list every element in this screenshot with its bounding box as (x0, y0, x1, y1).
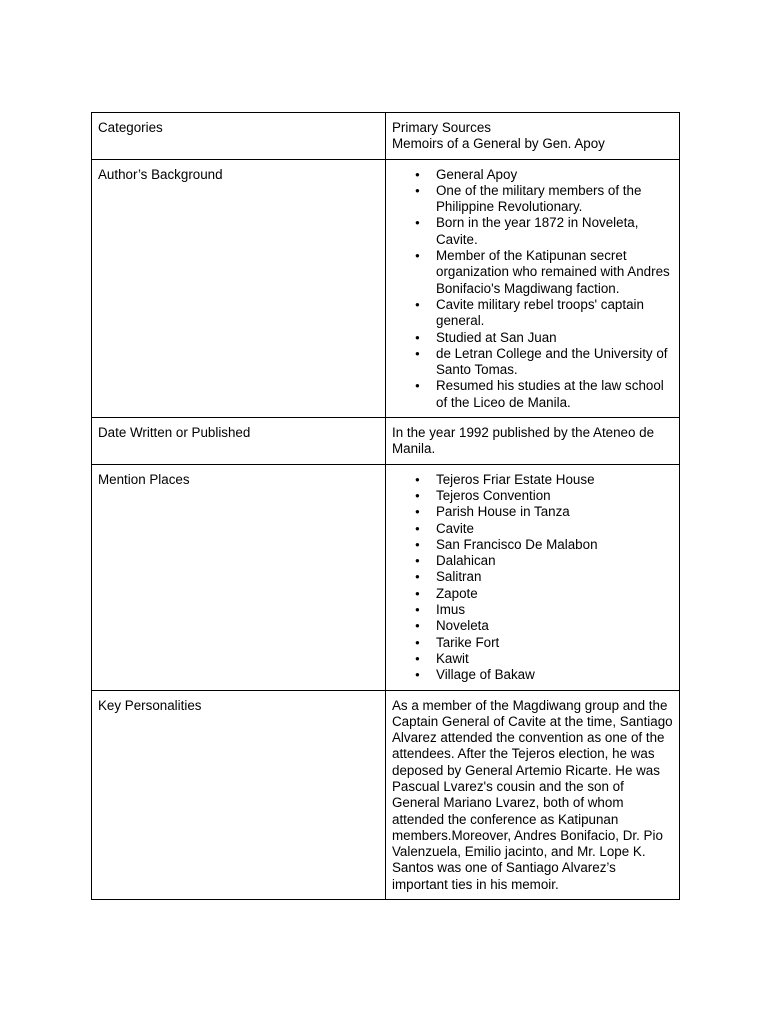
header-source-title: Memoirs of a General by Gen. Apoy (392, 136, 605, 152)
table-row-author-background (92, 159, 680, 417)
content-text: As a member of the Magdiwang group and the Captain General of Cavite at the time, Santiago Alvarez attended the convention as one of the attendees. After the Tejeros election, he was deposed by General Artemio Ricarte. He was Pascual Lvarez's cousin and the son of General Mariano Lvarez, both of whom attended the conference as Katipunan members.Moreover, Andres Bonifacio, Dr. Pio Valenzuela, Emilio jacinto, and Mr. Lope K. Santos was one of Santiago Alvarez’s important ties in his memoir. (392, 697, 673, 892)
category-label: Author’s Background (98, 166, 223, 182)
header-primary-sources-cell (386, 113, 680, 160)
content-cell (386, 690, 680, 900)
list-item: ● Tejeros Friar Estate House (436, 472, 673, 488)
list-item: ● Noveleta (436, 618, 673, 634)
category-cell (92, 159, 386, 417)
list-item: ● Dalahican (436, 553, 673, 569)
list-item: ● Tarike Fort (436, 635, 673, 651)
category-cell (92, 690, 386, 900)
category-cell (92, 418, 386, 465)
list-item: ● Member of the Katipunan secret organization who remained with Andres Bonifacio's Magdiwang faction. (436, 248, 673, 297)
table-header-row (92, 113, 680, 160)
list-item: ● Kawit (436, 651, 673, 667)
document-table (91, 112, 680, 900)
list-item: ● Village of Bakaw (436, 667, 673, 683)
list-item: ● General Apoy (436, 167, 673, 183)
list-item: ● One of the military members of the Philippine Revolutionary. (436, 183, 673, 216)
list-item: ● Tejeros Convention (436, 488, 673, 504)
list-item: ● Imus (436, 602, 673, 618)
header-categories-cell (92, 113, 386, 160)
category-cell (92, 464, 386, 690)
content-text: In the year 1992 published by the Ateneo de Manila. (392, 425, 655, 457)
content-cell (386, 418, 680, 465)
header-categories-label: Categories (98, 120, 163, 135)
list-item: ● Zapote (436, 586, 673, 602)
category-label: Mention Places (98, 471, 190, 487)
category-label: Key Personalities (98, 697, 202, 713)
table-row-key-personalities (92, 690, 680, 900)
list-item: ● Cavite military rebel troops' captain general. (436, 297, 673, 330)
bullet-list (392, 472, 673, 684)
table-row-mention-places (92, 464, 680, 690)
list-item: ● Resumed his studies at the law school of the Liceo de Manila. (436, 378, 673, 411)
list-item: ● Cavite (436, 521, 673, 537)
list-item: ● Studied at San Juan (436, 330, 673, 346)
list-item: ● Parish House in Tanza (436, 504, 673, 520)
content-cell (386, 159, 680, 417)
list-item: ● de Letran College and the University of Santo Tomas. (436, 346, 673, 379)
list-item: ● San Francisco De Malabon (436, 537, 673, 553)
bullet-list (392, 167, 673, 411)
content-cell (386, 464, 680, 690)
list-item: ● Salitran (436, 569, 673, 585)
table-row-date-written (92, 418, 680, 465)
header-primary-sources-label: Primary Sources (392, 120, 491, 135)
list-item: ● Born in the year 1872 in Noveleta, Cavite. (436, 215, 673, 248)
category-label: Date Written or Published (98, 425, 251, 441)
